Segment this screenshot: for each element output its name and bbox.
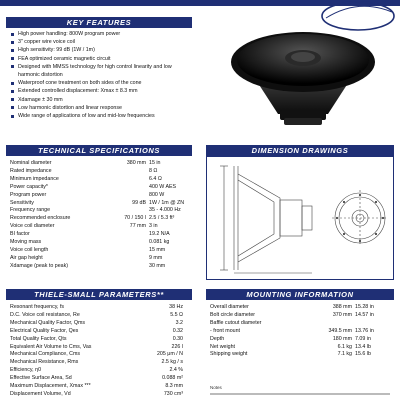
spec-value [102, 192, 149, 200]
spec-unit: 19.2 N/A [149, 231, 170, 238]
spec-label: D.C. Voice coil resistance, Re [10, 311, 80, 318]
spec-row [10, 375, 186, 383]
spec-row [210, 344, 390, 352]
thiele-small-table [10, 304, 186, 399]
spec-row [210, 351, 390, 359]
spec-row [10, 304, 186, 312]
spec-unit: 8 Ω [149, 167, 158, 174]
spec-row [10, 312, 186, 320]
spec-value: 2.5 kg / s [161, 359, 183, 366]
spec-label: Bolt circle diameter [210, 311, 256, 318]
spec-unit: 30 mm [149, 262, 166, 269]
spec-label: Recommended enclosure [10, 215, 71, 222]
spec-unit: 35 - 4.000 Hz [149, 207, 181, 214]
spec-label: Efficiency, η0 [10, 367, 42, 374]
spec-label: Baffle cutout diameter [210, 319, 262, 326]
spec-unit [355, 320, 390, 328]
spec-unit: 15.28 in [355, 304, 374, 310]
spec-unit: 9 mm [149, 254, 163, 261]
spec-value [102, 207, 149, 215]
spec-unit: 7.09 in [355, 335, 371, 342]
spec-row [10, 367, 186, 375]
spec-row [10, 247, 192, 255]
key-feature-item: Waterproof cone treatment on both sides of the cone [10, 79, 190, 87]
spec-label: Shipping weight [210, 351, 248, 358]
spec-value: 5.5 Ω [170, 311, 183, 318]
spec-label: Depth [210, 335, 225, 342]
spec-row [10, 255, 192, 263]
spec-row [10, 351, 186, 359]
spec-value [102, 184, 149, 192]
spec-value [308, 320, 355, 328]
spec-label: Overall diameter [210, 304, 249, 310]
spec-row [10, 328, 186, 336]
spec-value: 2.4 % [169, 367, 183, 374]
spec-label: - front mount [210, 327, 241, 334]
spec-row [10, 223, 192, 231]
spec-value: 370 mm [332, 311, 352, 318]
key-features-header: KEY FEATURES [6, 17, 192, 28]
spec-value: 205 μm / N [156, 351, 183, 358]
spec-unit: 13.4 lb [355, 343, 371, 350]
spec-row [10, 239, 192, 247]
technical-specifications-table [10, 160, 192, 271]
spec-row [210, 328, 390, 336]
dimension-drawing [210, 160, 390, 276]
spec-label: Sensitivity [10, 199, 34, 206]
spec-value: 0.088 m² [162, 375, 183, 382]
spec-row [10, 215, 192, 223]
spec-row [10, 336, 186, 344]
spec-row [210, 304, 390, 312]
spec-value: 380 mm [126, 160, 146, 166]
spec-value: 730 cm³ [163, 390, 183, 397]
key-feature-item: FEA optimized ceramic magnetic circuit [10, 55, 190, 63]
spec-label: Equivalent Air Volume to Cms, Vas [10, 343, 92, 350]
spec-row [210, 336, 390, 344]
spec-value [102, 239, 149, 247]
footnote-text-line [210, 393, 390, 395]
spec-value: 0.30 [172, 335, 183, 342]
spec-label: Minimum impedance [10, 175, 59, 182]
spec-label: Voice coil length [10, 246, 49, 253]
spec-value: 8.3 mm [165, 383, 183, 390]
key-feature-item: Xdamage ± 30 mm [10, 96, 190, 104]
spec-label: Electrical Quality Factor, Qes [10, 327, 79, 334]
spec-value: 70 / 150 l [124, 215, 146, 222]
key-feature-item: Wide range of applications of low and mid-low frequencies [10, 112, 190, 120]
spec-row [10, 320, 186, 328]
spec-unit: 15.6 lb [355, 351, 371, 358]
spec-value [102, 168, 149, 176]
spec-unit: 14.57 in [355, 311, 374, 318]
spec-row [10, 176, 192, 184]
spec-label: BI factor [10, 231, 30, 238]
spec-label: Frequency range [10, 207, 51, 214]
spec-unit: 800 W [149, 191, 165, 198]
spec-value [102, 176, 149, 184]
key-feature-item: Low harmonic distortion and linear response [10, 104, 190, 112]
spec-row [10, 184, 192, 192]
spec-value: 3.2 [175, 319, 183, 326]
key-feature-item: Extended controlled displacement: Xmax ± 8.3 mm [10, 87, 190, 95]
key-feature-item: 3" copper wire voice coil [10, 38, 190, 46]
spec-value [102, 247, 149, 255]
spec-value: 6.1 kg [337, 343, 352, 350]
spec-unit: 400 W AES [149, 183, 177, 190]
spec-label: Resonant frequency, fs [10, 304, 65, 310]
spec-label: Effective Surface Area, Sd [10, 375, 72, 382]
woofer-product-image [218, 10, 388, 130]
spec-row [10, 200, 192, 208]
spec-unit: 13.76 in [355, 327, 374, 334]
spec-value: 180 mm [332, 335, 352, 342]
spec-row [10, 391, 186, 399]
key-features-list [10, 30, 190, 120]
spec-row [10, 383, 186, 391]
key-feature-item: Designed with MMSS technology for high control linearity and low harmonic distortion [10, 63, 190, 79]
spec-value: 226 l [171, 343, 183, 350]
spec-value [102, 263, 149, 271]
spec-label: Total Quality Factor, Qts [10, 335, 67, 342]
mounting-information-header: MOUNTING INFORMATION [206, 289, 394, 300]
spec-value: 388 mm [332, 304, 352, 310]
mounting-information-table [210, 304, 390, 359]
spec-row [10, 344, 186, 352]
spec-row [210, 320, 390, 328]
spec-unit: 0.081 kg [149, 239, 170, 246]
key-feature-item: High power handling: 800W program power [10, 30, 190, 38]
spec-label: Net weight [210, 343, 236, 350]
spec-value: 349.5 mm [328, 327, 352, 334]
spec-row [10, 359, 186, 367]
spec-label: Moving mass [10, 239, 42, 246]
spec-row [10, 263, 192, 271]
spec-label: Nominal diameter [10, 160, 52, 166]
footnote-notes: Notes [210, 385, 222, 390]
spec-value: 0.32 [172, 327, 183, 334]
spec-label: Air gap height [10, 254, 43, 261]
spec-value [102, 231, 149, 239]
spec-label: Xdamage (peak to peak) [10, 262, 69, 269]
spec-unit: 2.5 / 5.3 ft³ [149, 215, 175, 222]
spec-label: Mechanical Resistance, Rms [10, 359, 79, 366]
spec-row [210, 312, 390, 320]
spec-unit: 15 mm [149, 246, 166, 253]
thiele-small-header: THIELE-SMALL PARAMETERS** [6, 289, 192, 300]
spec-value [102, 255, 149, 263]
spec-row [10, 231, 192, 239]
spec-row [10, 160, 192, 168]
spec-row [10, 168, 192, 176]
spec-label: Mechanical Quality Factor, Qms [10, 319, 86, 326]
spec-label: Displacement Volume, Vd [10, 390, 71, 397]
spec-row [10, 192, 192, 200]
spec-label: Mechanical Compliance, Cms [10, 351, 81, 358]
spec-unit: 3 in [149, 223, 158, 230]
technical-specifications-header: TECHNICAL SPECIFICATIONS [6, 145, 192, 156]
spec-unit: 6.4 Ω [149, 175, 162, 182]
spec-value: 38 Hz [169, 304, 183, 310]
key-feature-item: High sensitivity: 99 dB (1W / 1m) [10, 46, 190, 54]
spec-unit: 1W / 1m @ ZN [149, 199, 185, 206]
spec-unit: 15 in [149, 160, 161, 166]
spec-label: Power capacity* [10, 183, 48, 190]
spec-value: 77 mm [129, 223, 146, 230]
spec-label: Voice coil diameter [10, 223, 55, 230]
spec-label: Rated impedance [10, 167, 52, 174]
spec-value: 99 dB [132, 199, 146, 206]
spec-value: 7.1 kg [337, 351, 352, 358]
spec-label: Maximum Displacement, Xmax *** [10, 383, 91, 390]
dimension-drawings-header: DIMENSION DRAWINGS [206, 145, 394, 156]
spec-row [10, 207, 192, 215]
spec-label: Program power [10, 191, 47, 198]
